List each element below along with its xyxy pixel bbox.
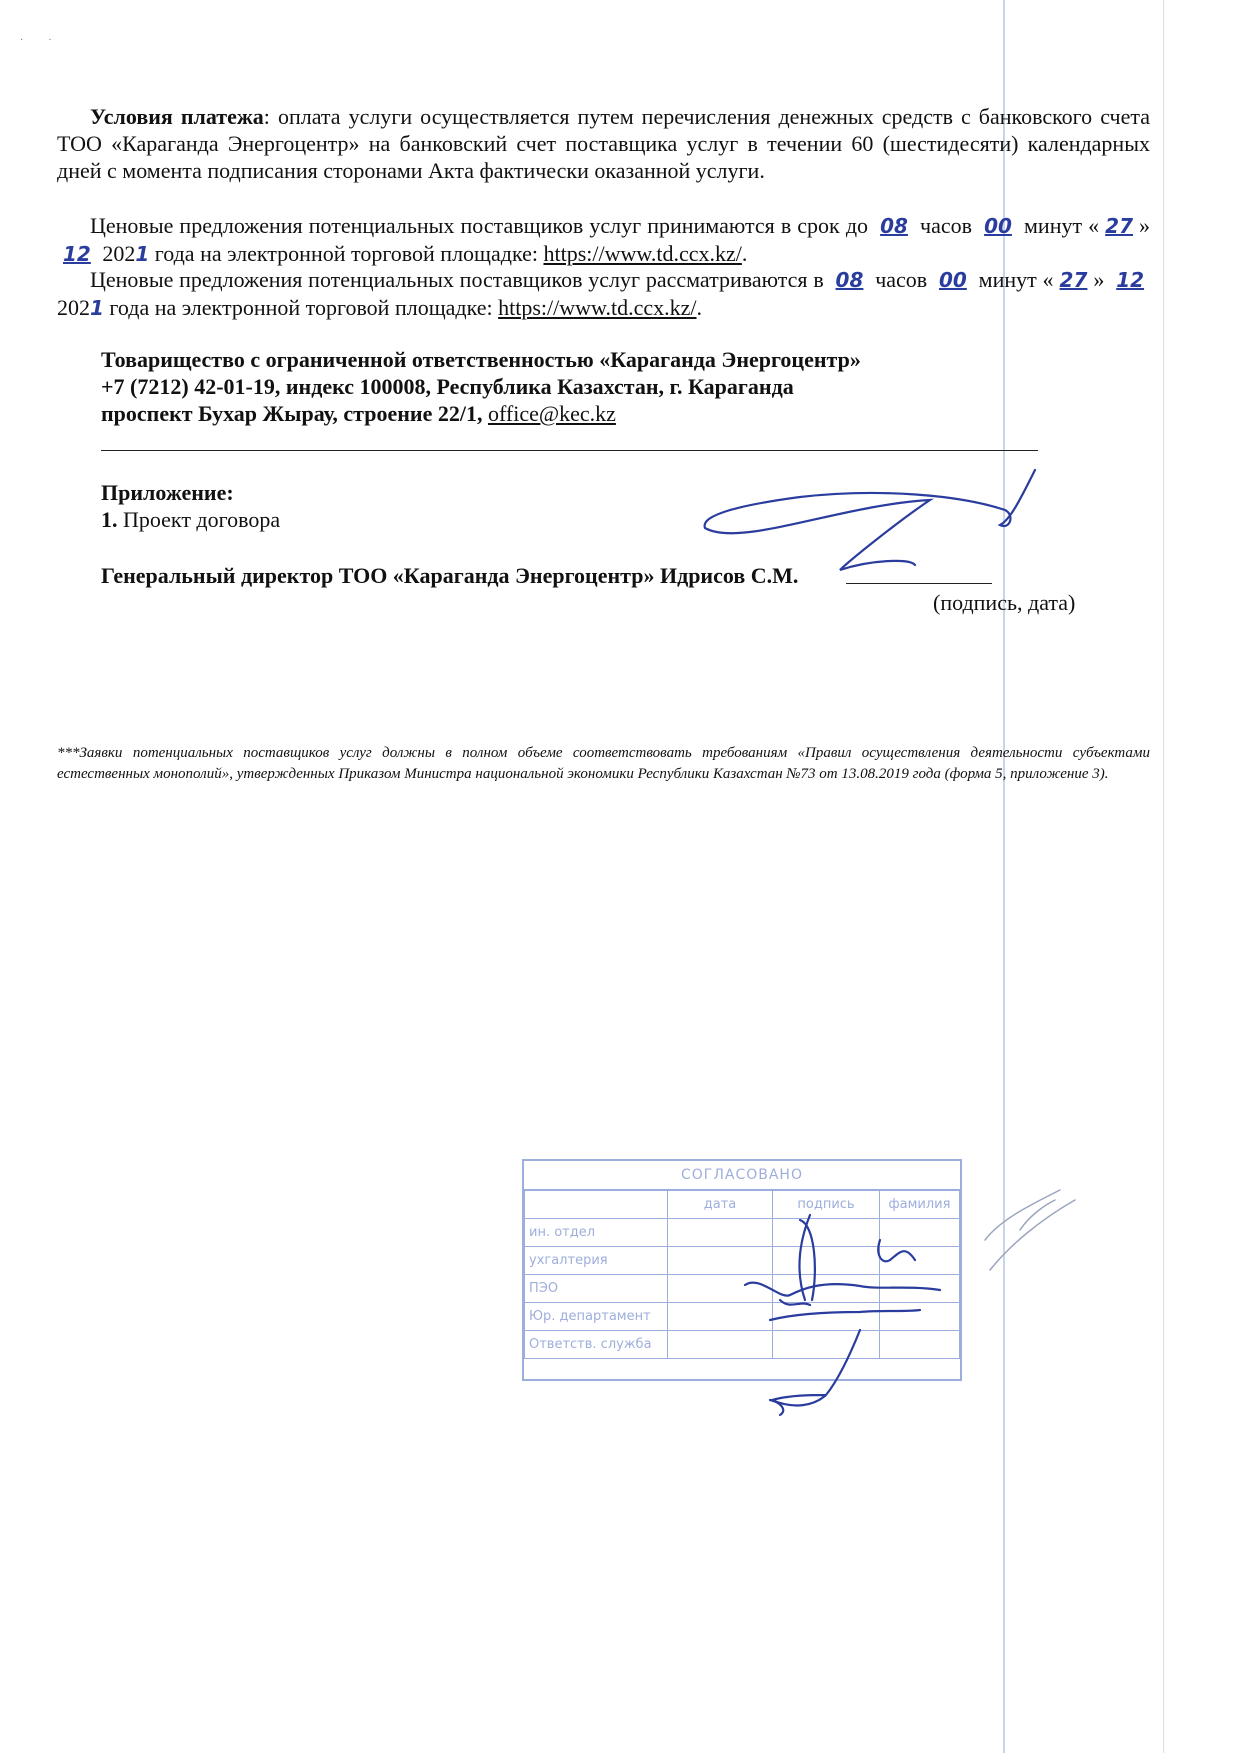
acceptance-text-6: .	[741, 241, 748, 266]
appendix-item-text: Проект договора	[123, 507, 281, 532]
stamp-header-date: дата	[668, 1191, 773, 1219]
stamp-row-label: Ответств. служба	[525, 1331, 668, 1359]
review-year-prefix: 202	[57, 295, 90, 320]
stamp-row-label: ухгалтерия	[525, 1247, 668, 1275]
stamp-header-row	[525, 1191, 960, 1219]
acceptance-hours: 08	[880, 214, 908, 238]
acceptance-text-2: часов	[920, 213, 972, 238]
review-text-5: года на электронной торговой площадке:	[109, 295, 493, 320]
stamp-row	[525, 1275, 960, 1303]
acceptance-text-4: »	[1139, 213, 1151, 238]
company-name: Товарищество с ограниченной ответственностью «Караганда Энергоцентр»	[101, 347, 861, 372]
appendix-heading: Приложение:	[101, 480, 234, 505]
stamp-table	[524, 1190, 960, 1359]
payment-terms-text: : оплата услуги осуществляется путем перечисления денежных средств с банковского счета ТОО «Караганда Энергоцентр» на банковский счет поставщика услуг в течении 60 (шестидесяти) календарных дней с момента подписания сторонами Акта фактически оказанной услуги.	[57, 104, 1150, 183]
review-month: 12	[1116, 268, 1145, 292]
company-address: проспект Бухар Жырау, строение 22/1,	[101, 401, 483, 426]
stamp-row-label: ПЭО	[525, 1275, 668, 1303]
scan-specks: · ·	[20, 35, 52, 46]
acceptance-month: 12	[63, 242, 91, 266]
acceptance-year-digit: 1	[135, 242, 150, 266]
stamp-header-signature: подпись	[773, 1191, 880, 1219]
review-minutes: 00	[939, 268, 967, 292]
acceptance-text-3: минут «	[1024, 213, 1100, 238]
scan-edge-line-secondary	[1163, 0, 1164, 1753]
stamp-row	[525, 1303, 960, 1331]
company-email-link[interactable]: office@kec.kz	[487, 401, 616, 426]
stamp-header-surname: фамилия	[880, 1191, 960, 1219]
signature-underline	[846, 583, 992, 584]
review-text-1: Ценовые предложения потенциальных поставщиков услуг рассматриваются в	[90, 267, 824, 292]
acceptance-url-link[interactable]: https://www.td.ccx.kz/	[543, 241, 742, 266]
review-text-6: .	[696, 295, 703, 320]
company-address-line	[101, 400, 616, 427]
stamp-row-label: ин. отдел	[525, 1219, 668, 1247]
stamp-row	[525, 1247, 960, 1275]
stamp-header-blank	[525, 1191, 668, 1219]
review-paragraph	[57, 266, 1150, 322]
review-day: 27	[1059, 268, 1088, 292]
acceptance-text-1: Ценовые предложения потенциальных поставщиков услуг принимаются в срок до	[90, 213, 869, 238]
acceptance-year-prefix: 202	[102, 241, 136, 266]
review-year-digit: 1	[90, 296, 104, 320]
director-signature-line: Генеральный директор ТОО «Караганда Энергоцентр» Идрисов С.М.	[101, 563, 799, 588]
signature-caption: (подпись, дата)	[933, 590, 1076, 615]
acceptance-day: 27	[1105, 214, 1134, 238]
acceptance-text-5: года на электронной торговой площадке:	[154, 241, 538, 266]
acceptance-minutes: 00	[984, 214, 1012, 238]
stamp-row	[525, 1219, 960, 1247]
payment-terms-label: Условия платежа	[90, 104, 264, 129]
review-text-4: »	[1093, 267, 1105, 292]
stamp-row-label: Юр. департамент	[525, 1303, 668, 1331]
review-hours: 08	[835, 268, 864, 292]
appendix-item	[101, 506, 280, 533]
appendix-item-number: 1.	[101, 507, 118, 532]
stamp-row	[525, 1331, 960, 1359]
review-text-3: минут «	[978, 267, 1054, 292]
company-contacts: +7 (7212) 42-01-19, индекс 100008, Республика Казахстан, г. Караганда	[101, 374, 794, 399]
review-url-link[interactable]: https://www.td.ccx.kz/	[498, 295, 697, 320]
stamp-signature-4	[985, 1190, 1075, 1270]
horizontal-divider	[101, 450, 1038, 451]
acceptance-paragraph	[57, 212, 1150, 268]
approval-stamp	[522, 1159, 962, 1381]
payment-terms-paragraph	[57, 103, 1150, 184]
director-signature-stroke	[705, 470, 1035, 570]
review-text-2: часов	[875, 267, 928, 292]
footnote: ***Заявки потенциальных поставщиков услуг должны в полном объеме соответствовать требованиям «Правил осуществления деятельности субъектами естественных монополий», утвержденных Приказом Министра национальной экономики Республики Казахстан №73 от 13.08.2019 года (форма 5, приложение 3).	[57, 745, 1150, 782]
stamp-title: СОГЛАСОВАНО	[524, 1161, 960, 1190]
